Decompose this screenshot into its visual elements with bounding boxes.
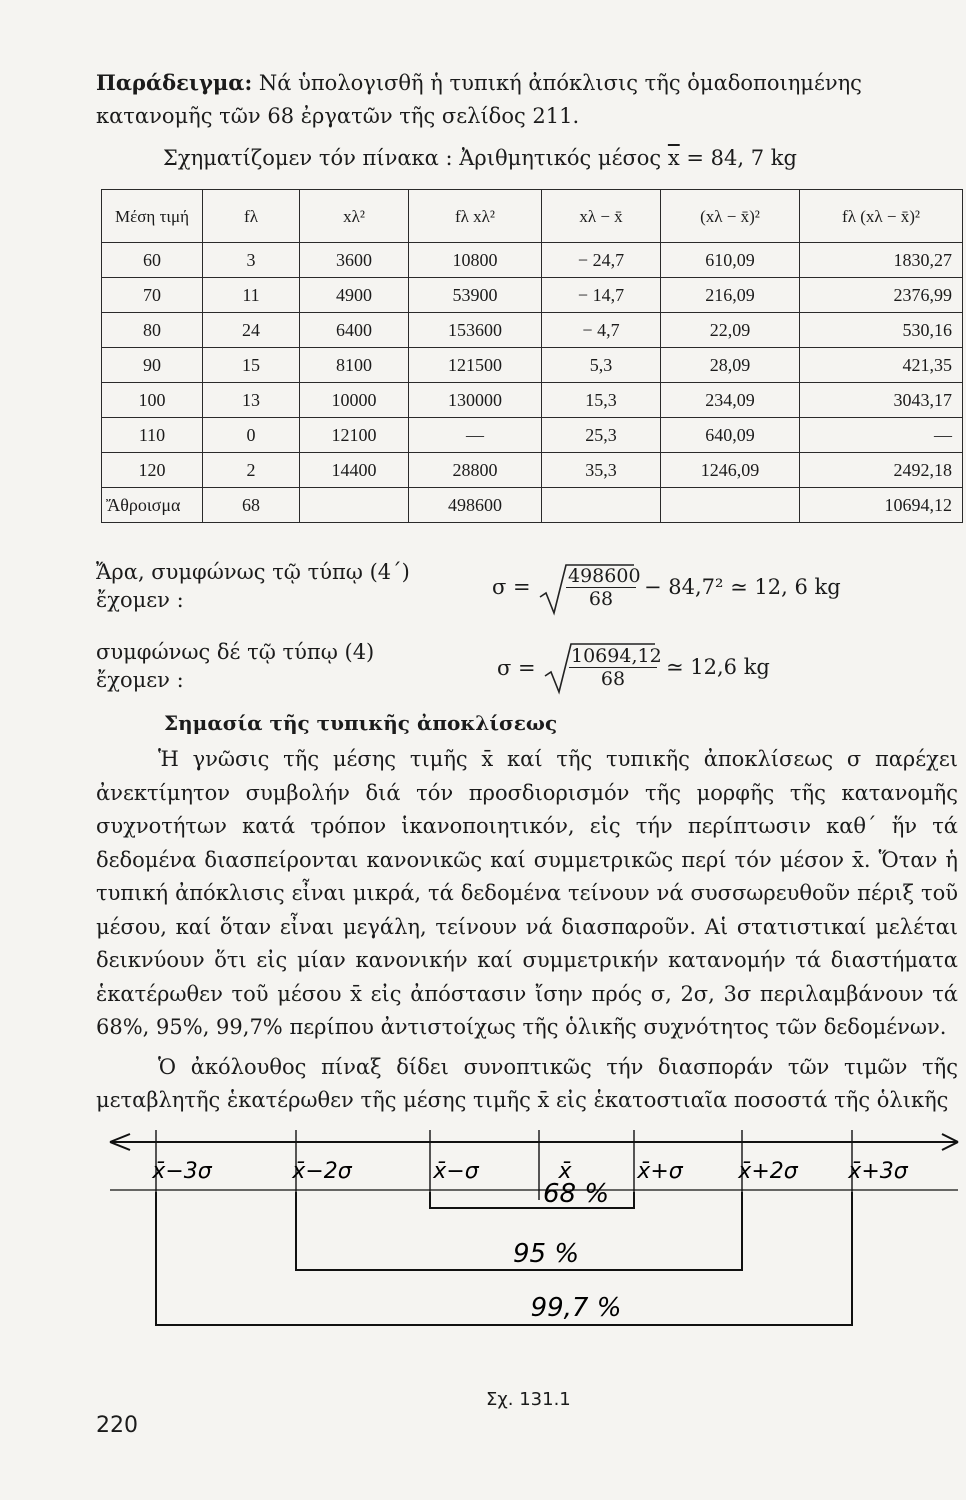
range-percent-label: 99,7 % [530,1293,622,1323]
table-cell: 1830,27 [800,243,963,278]
total-fx2: 498600 [409,488,542,523]
table-total-row [102,488,963,523]
formula2-denominator: 68 [600,668,626,690]
example-label: Παράδειγμα: [96,70,253,95]
table-cell: 1246,09 [661,453,800,488]
table-cell: 10800 [409,243,542,278]
formula2-rest: ≃ 12,6 kg [666,655,770,679]
formula1-sigma: σ = [492,575,531,599]
table-row [102,348,963,383]
table-cell: 70 [102,278,203,313]
table-cell: 153600 [409,313,542,348]
table-cell: 421,35 [800,348,963,383]
table-body [102,243,963,488]
tick-label: x̄−2σ [292,1159,352,1184]
table-row [102,383,963,418]
table-cell: 3600 [300,243,409,278]
table-cell: — [409,418,542,453]
formula2-numerator: 10694,12 [571,645,662,667]
table-cell: 28800 [409,453,542,488]
table-cell: 15 [203,348,300,383]
table-cell: 11 [203,278,300,313]
formula1-lead-line1: Ἄρα, συμφώνως τῷ τύπῳ (4΄) [96,560,410,584]
table-cell: 14400 [300,453,409,488]
table-cell: 130000 [409,383,542,418]
table-cell: 2492,18 [800,453,963,488]
table-cell: — [800,418,963,453]
table-cell: 6400 [300,313,409,348]
table-cell: 35,3 [542,453,661,488]
total-f: 68 [203,488,300,523]
total-empty [542,488,661,523]
tick-label: x̄−σ [433,1159,479,1184]
formula1-numerator: 498600 [568,565,641,587]
paragraph-1: Ἡ γνῶσις τῆς μέσης τιμῆς x̄ καί τῆς τυπικῆς ἀποκλίσεως σ παρέχει ἀνεκτίμητον συμβολήν διά τόν προσδιορισμόν τῆς μορφῆς τῆς κατανομῆς συχνοτήτων κατά τρόπον ἱκανοποιητικόν, εἰς τήν περίπτωσιν καθ΄ ἥν τά δεδομένα διασπείρονται κανονικῶς καί συμμετρικῶς περί τόν μέσον x̄. Ὅταν ἡ τυπική ἀπόκλισις εἶναι μικρά, τά δεδομένα τείνουν νά συσσωρευθοῦν πέριξ τοῦ μέσου, καί ὅταν εἶναι μεγάλη, τείνουν νά διασπαροῦν. Αἱ στατιστικαί μελέται δεικνύουν ὅτι εἰς μίαν κανονικήν καί συμμετρικήν κατανομήν τά διαστήματα ἑκατέρωθεν τοῦ μέσου x̄ εἰς ἀπόστασιν ἴσην πρός σ, 2σ, 3σ περιλαμβάνουν τά 68%, 95%, 99,7% περίπου ἀντιστοίχως τῆς ὁλικῆς συχνότητος τῶν δεδομένων. [96,747,958,1039]
tick-label: x̄−3σ [152,1159,212,1184]
table-cell: 10000 [300,383,409,418]
table-cell: 234,09 [661,383,800,418]
table-cell: 8100 [300,348,409,383]
table-cell: − 24,7 [542,243,661,278]
table-cell: 530,16 [800,313,963,348]
header-cell: fλ (xλ − x̄)² [800,190,963,243]
paragraph-2: Ὁ ἀκόλουθος πίναξ δίδει συνοπτικῶς τήν διασποράν τῶν τιμῶν τῆς μεταβλητῆς ἑκατέρωθεν τῆς μέσης τιμῆς x̄ εἰς ἑκατοστιαῖα ποσοστά τῆς ὁλικῆς [96,1054,958,1112]
table-cell: 3043,17 [800,383,963,418]
mean-line-text: Σχηματίζομεν τόν πίνακα : Ἀριθμητικός μέσος [163,146,668,170]
table-cell: 24 [203,313,300,348]
table-cell: 121500 [409,348,542,383]
data-table [101,189,963,523]
formula1-lead [96,560,410,612]
formula2-lead-line2: ἔχομεν : [96,668,184,692]
table-cell: 2 [203,453,300,488]
formula1-fraction [566,565,641,610]
mean-line [163,146,797,170]
table-cell: 5,3 [542,348,661,383]
formula2-lead-line1: συμφώνως δέ τῷ τύπῳ (4) [96,640,375,664]
table-cell: 80 [102,313,203,348]
formula1-lead-line2: ἔχομεν : [96,588,184,612]
table-header-row [102,190,963,243]
table-row [102,278,963,313]
table-cell: 13 [203,383,300,418]
range-bracket [156,1192,852,1325]
table-cell: 640,09 [661,418,800,453]
header-cell: fλ xλ² [409,190,542,243]
total-empty [661,488,800,523]
table-cell: 4900 [300,278,409,313]
header-cell: xλ² [300,190,409,243]
table-cell: − 14,7 [542,278,661,313]
intro-paragraph [96,66,956,133]
table-cell: 2376,99 [800,278,963,313]
total-label: Ἄθροισμα [102,488,203,523]
formula2-fraction [569,645,662,690]
table-cell: 120 [102,453,203,488]
range-percent-label: 68 % [542,1179,610,1209]
body-text [96,743,958,1118]
tick-label: x̄+3σ [848,1159,908,1184]
tick-label: x̄ [558,1159,572,1184]
table-cell: 28,09 [661,348,800,383]
table-cell: 22,09 [661,313,800,348]
page-number: 220 [96,1413,138,1438]
range-percent-label: 95 % [512,1239,580,1269]
table-cell: 60 [102,243,203,278]
table-cell: 610,09 [661,243,800,278]
header-cell: xλ − x̄ [542,190,661,243]
figure-caption: Σχ. 131.1 [486,1389,571,1410]
tick-label: x̄+σ [637,1159,683,1184]
header-cell: (xλ − x̄)² [661,190,800,243]
header-cell: fλ [203,190,300,243]
table-cell: 110 [102,418,203,453]
table-cell: 100 [102,383,203,418]
table-cell: 90 [102,348,203,383]
total-empty [300,488,409,523]
formula2-sigma: σ = [497,656,536,680]
table-row [102,243,963,278]
header-cell: Μέση τιμή [102,190,203,243]
table-cell: 0 [203,418,300,453]
formula1-denominator: 68 [588,588,614,610]
mean-value: = 84, 7 kg [679,146,797,170]
distribution-diagram [96,1120,966,1390]
table-cell: 12100 [300,418,409,453]
tick-label: x̄+2σ [738,1159,798,1184]
total-fdev: 10694,12 [800,488,963,523]
table-row [102,313,963,348]
formula2-lead [96,640,374,692]
bracket-group [156,1179,852,1325]
mean-symbol: $\overline{x}$ [667,146,680,170]
section-heading: Σημασία τῆς τυπικῆς ἀποκλίσεως [164,711,558,735]
table-cell: 15,3 [542,383,661,418]
example-text: Νά ὑπολογισθῆ ἡ τυπική ἀπόκλισις τῆς ὁμαδοποιημένης κατανομῆς τῶν 68 ἐργατῶν τῆς σελίδος 211. [96,71,862,128]
table-cell: 53900 [409,278,542,313]
table-row [102,453,963,488]
table-cell: 216,09 [661,278,800,313]
table-cell: − 4,7 [542,313,661,348]
formula1-rest: − 84,7² ≃ 12, 6 kg [644,575,841,599]
table-row [102,418,963,453]
table-cell: 3 [203,243,300,278]
table-cell: 25,3 [542,418,661,453]
